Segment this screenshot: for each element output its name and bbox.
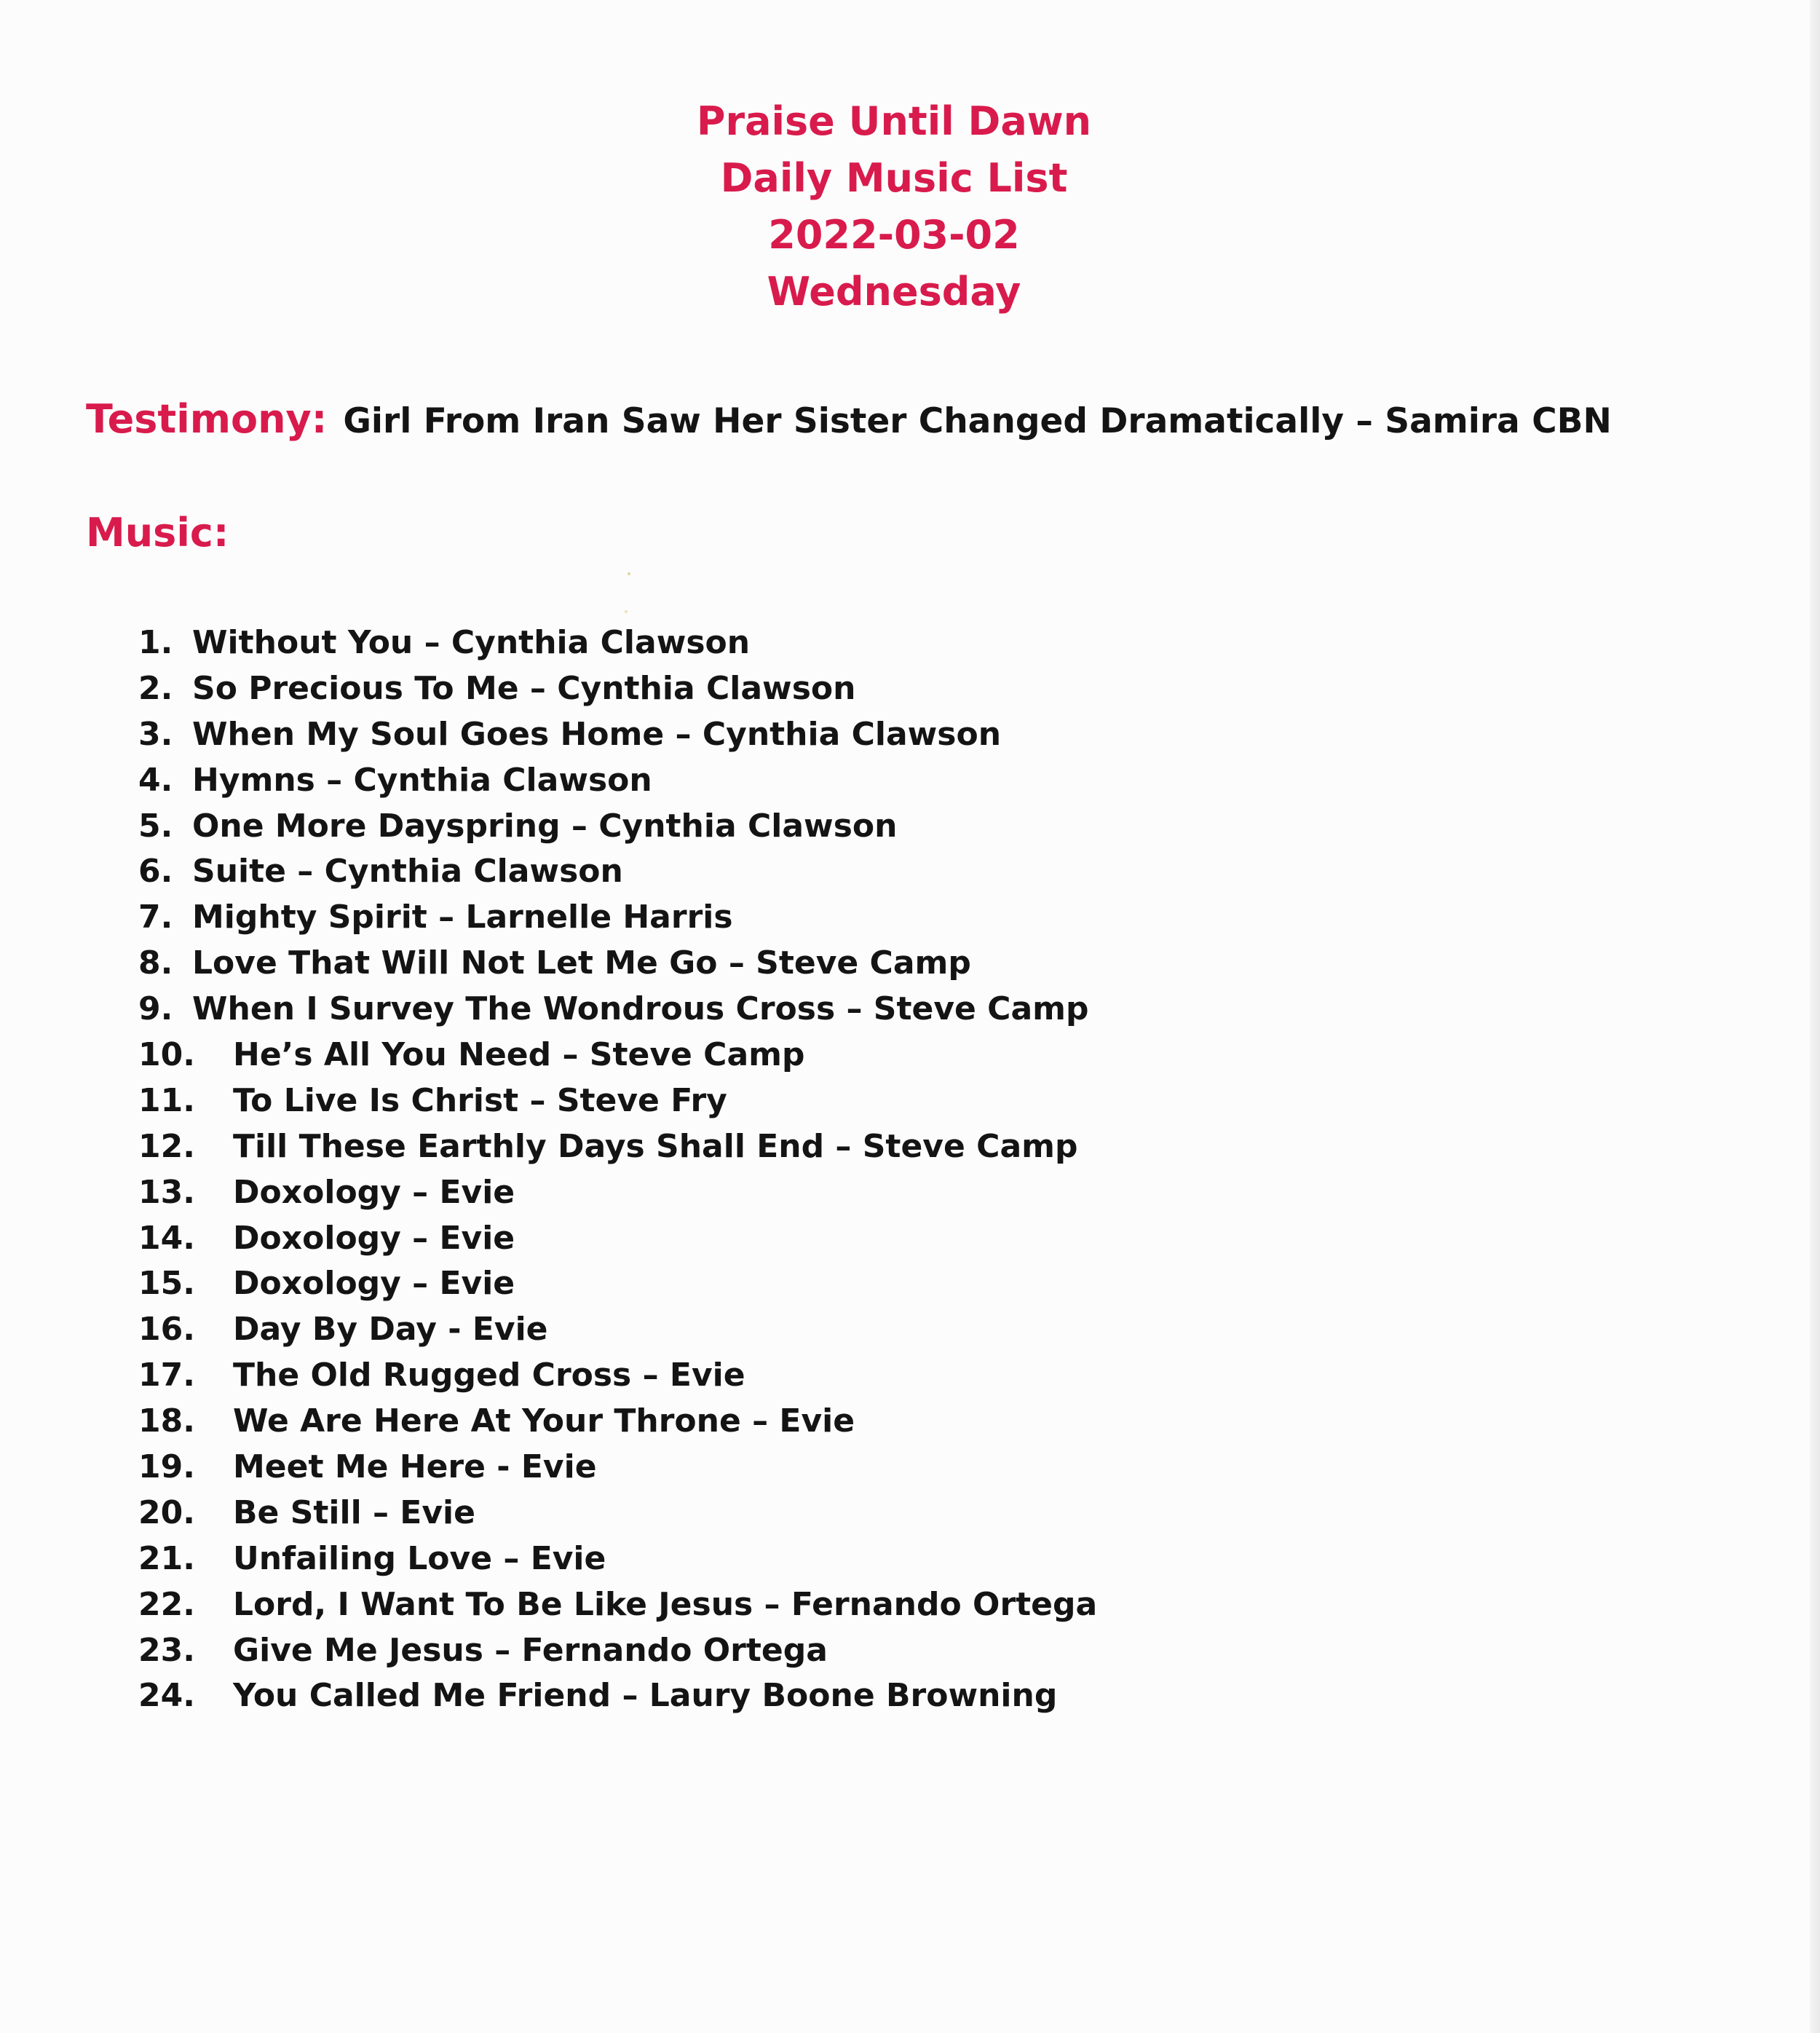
list-item [138,666,1097,712]
song-title: Doxology – Evie [233,1173,515,1211]
song-number: 18. [138,1402,195,1440]
list-item [138,1353,1097,1399]
song-number: 23. [138,1631,195,1669]
testimony-label: Testimony: [86,396,328,442]
song-title: One More Dayspring – Cynthia Clawson [192,807,898,845]
song-number: 5. [138,807,173,845]
song-title: The Old Rugged Cross – Evie [233,1357,745,1394]
song-number: 4. [138,761,173,799]
scan-speck [625,610,628,613]
list-item [138,1445,1097,1491]
song-number: 13. [138,1173,195,1211]
song-title: Doxology – Evie [233,1219,515,1257]
song-number: 9. [138,990,173,1028]
song-number: 10. [138,1036,195,1074]
song-number: 1. [138,624,173,661]
song-title: He’s All You Need – Steve Camp [233,1036,805,1074]
list-item [138,1170,1097,1216]
song-number: 24. [138,1677,195,1715]
document-title: Praise Until Dawn [696,98,1092,144]
song-title: Doxology – Evie [233,1265,515,1303]
testimony-text: Girl From Iran Saw Her Sister Changed Dramatically – Samira CBN [343,401,1612,441]
song-title: Hymns – Cynthia Clawson [192,761,652,799]
list-item [138,1536,1097,1582]
list-item [138,1216,1097,1262]
scan-speck [628,572,630,575]
song-title: Meet Me Here - Evie [233,1448,597,1486]
list-item [138,1628,1097,1674]
song-title: So Precious To Me – Cynthia Clawson [192,669,856,707]
song-number: 7. [138,899,173,936]
song-number: 8. [138,944,173,982]
song-number: 6. [138,853,173,891]
list-item [138,1261,1097,1307]
list-item [138,804,1097,850]
song-list [138,620,1097,1719]
song-title: Suite – Cynthia Clawson [192,853,623,891]
song-number: 12. [138,1127,195,1165]
list-item [138,895,1097,941]
song-number: 11. [138,1081,195,1119]
song-title: Lord, I Want To Be Like Jesus – Fernando Ortega [233,1585,1098,1623]
song-number: 3. [138,715,173,753]
song-number: 2. [138,669,173,707]
song-title: Be Still – Evie [233,1493,475,1531]
list-item [138,941,1097,987]
song-number: 19. [138,1448,195,1486]
song-number: 20. [138,1493,195,1531]
list-item [138,1491,1097,1536]
list-item [138,712,1097,758]
list-item [138,1673,1097,1719]
song-title: Give Me Jesus – Fernando Ortega [233,1631,828,1669]
document-header [0,93,1788,320]
song-number: 15. [138,1265,195,1303]
song-title: Love That Will Not Let Me Go – Steve Camp [192,944,971,982]
document-subtitle: Daily Music List [720,155,1068,201]
song-title: Without You – Cynthia Clawson [192,624,751,661]
testimony-line [86,393,1612,455]
list-item [138,1307,1097,1353]
list-item [138,1399,1097,1445]
song-title: You Called Me Friend – Laury Boone Browning [233,1677,1058,1715]
music-label: Music: [86,510,229,556]
list-item [138,1582,1097,1628]
page-edge [1810,0,1820,2033]
document-date: 2022-03-02 [768,212,1020,258]
song-title: Day By Day - Evie [233,1311,548,1349]
song-number: 16. [138,1311,195,1349]
song-title: Unfailing Love – Evie [233,1539,606,1577]
song-title: When My Soul Goes Home – Cynthia Clawson [192,715,1002,753]
song-title: To Live Is Christ – Steve Fry [233,1081,727,1119]
song-number: 22. [138,1585,195,1623]
list-item [138,1078,1097,1124]
document-weekday: Wednesday [767,269,1021,315]
list-item [138,987,1097,1033]
song-title: We Are Here At Your Throne – Evie [233,1402,855,1440]
song-title: Mighty Spirit – Larnelle Harris [192,899,733,936]
song-number: 21. [138,1539,195,1577]
song-title: When I Survey The Wondrous Cross – Steve Camp [192,990,1089,1028]
list-item [138,758,1097,804]
list-item [138,620,1097,666]
list-item [138,1124,1097,1170]
music-section-heading [86,507,229,569]
song-number: 17. [138,1357,195,1394]
song-title: Till These Earthly Days Shall End – Steve Camp [233,1127,1078,1165]
song-number: 14. [138,1219,195,1257]
list-item [138,849,1097,895]
list-item [138,1033,1097,1078]
